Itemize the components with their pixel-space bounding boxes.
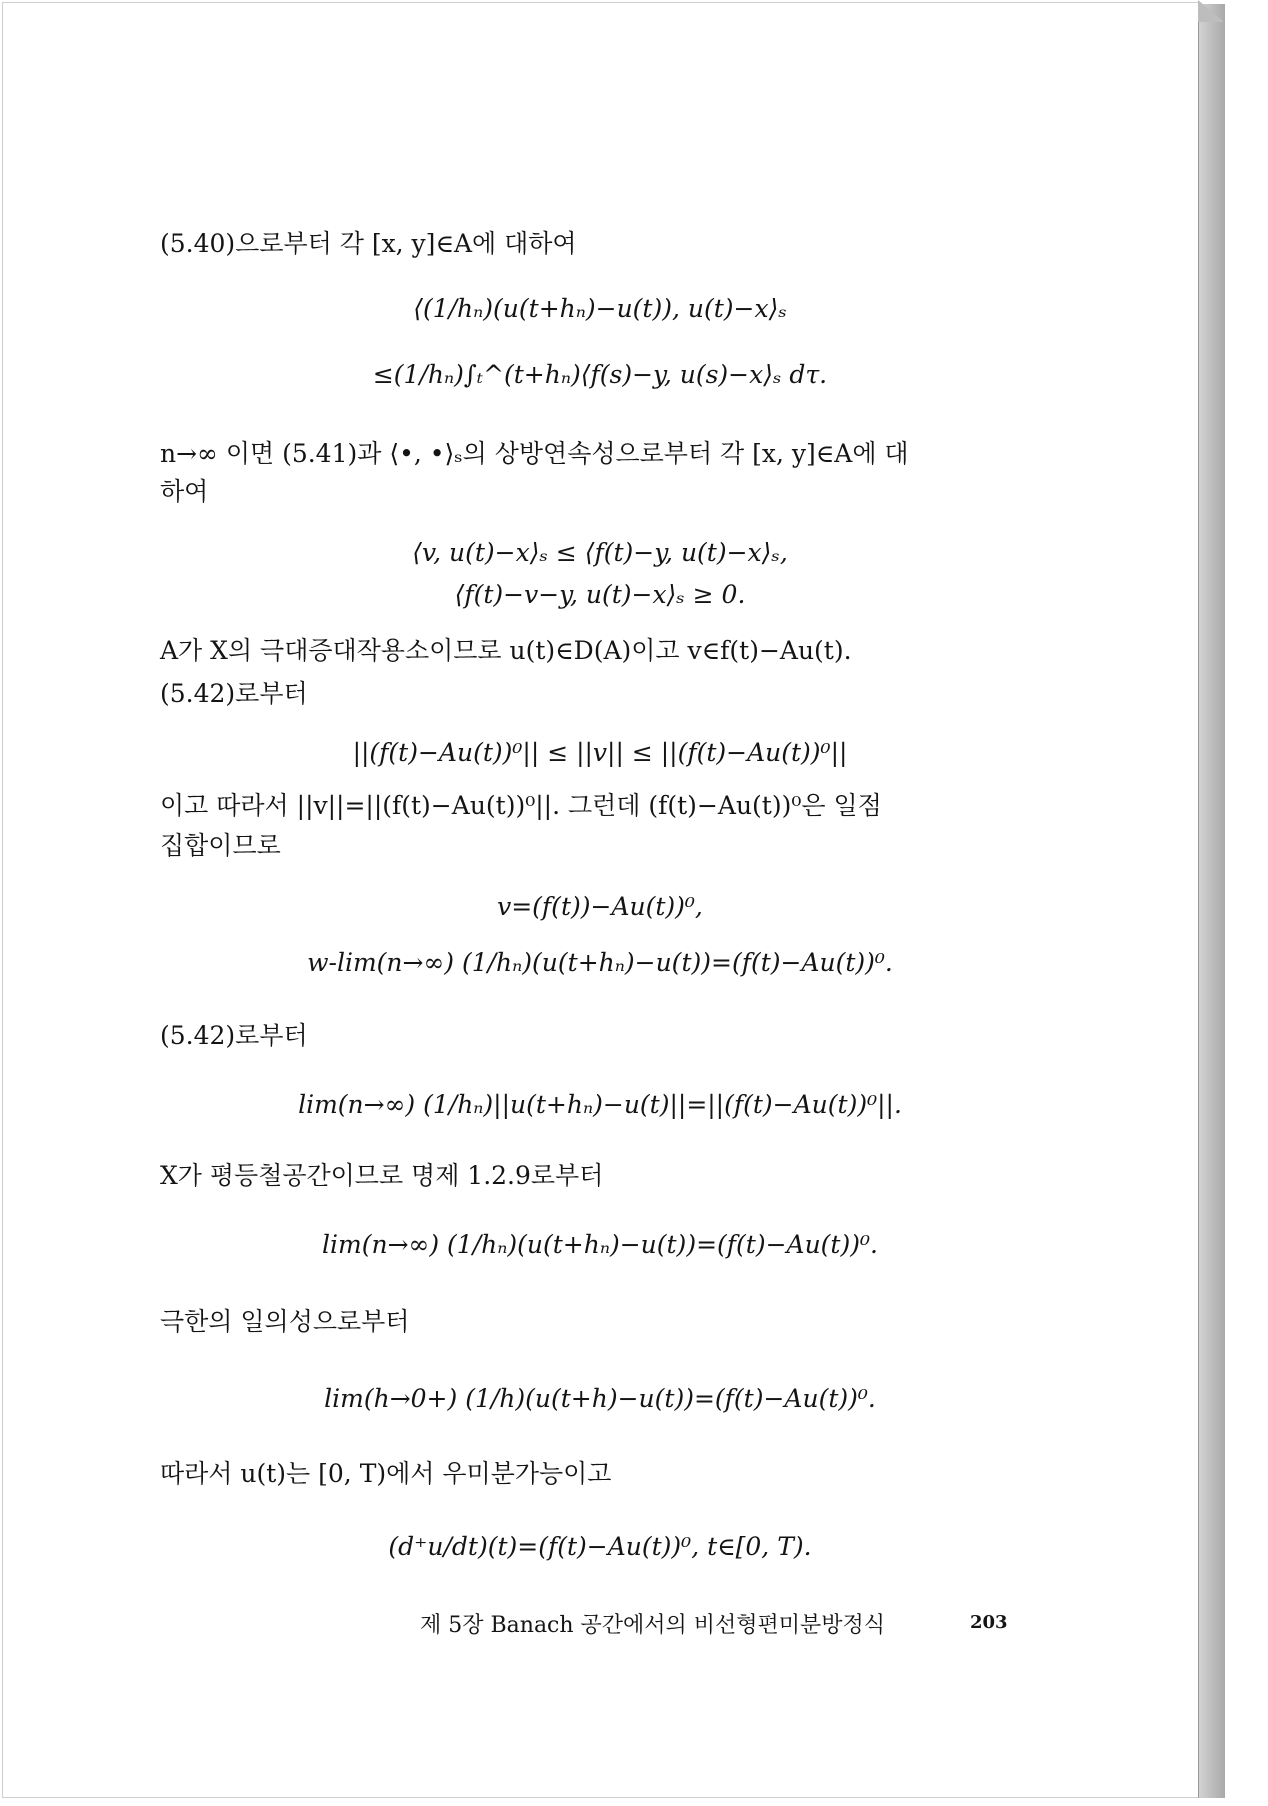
equation-2b: ⟨f(t)−v−y, u(t)−x⟩ₛ ≥ 0.: [454, 580, 746, 609]
page-number: 203: [970, 1612, 1008, 1633]
page-footer-chapter: 제 5장 Banach 공간에서의 비선형편미분방정식: [420, 1613, 886, 1638]
line-7: 집합이므로: [160, 831, 281, 860]
line-9: X가 평등철공간이므로 명제 1.2.9로부터: [160, 1161, 604, 1190]
equation-2a: ⟨v, u(t)−x⟩ₛ ≤ ⟨f(t)−y, u(t)−x⟩ₛ,: [412, 538, 788, 567]
line-2: n→∞ 이면 (5.41)과 ⟨•, •⟩ₛ의 상방연속성으로부터 각 [x, y]∈A에 대: [160, 439, 909, 468]
equation-1a: ⟨(1/hₙ)(u(t+hₙ)−u(t)), u(t)−x⟩ₛ: [413, 294, 787, 323]
equation-5: lim(n→∞) (1/hₙ)||u(t+hₙ)−u(t)||=||(f(t)−Au(t))⁰||.: [298, 1090, 902, 1119]
equation-6: lim(n→∞) (1/hₙ)(u(t+hₙ)−u(t))=(f(t)−Au(t))⁰.: [322, 1230, 878, 1259]
equation-1b: ≤(1/hₙ)∫ₜ^(t+hₙ)⟨f(s)−y, u(s)−x⟩ₛ dτ.: [372, 360, 828, 389]
equation-4a: v=(f(t))−Au(t))⁰,: [497, 892, 703, 921]
line-8: (5.42)로부터: [160, 1021, 308, 1050]
line-4: A가 X의 극대증대작용소이므로 u(t)∈D(A)이고 v∈f(t)−Au(t).: [160, 636, 852, 665]
equation-4b: w-lim(n→∞) (1/hₙ)(u(t+hₙ)−u(t))=(f(t)−Au(t))⁰.: [307, 948, 893, 977]
equation-7: lim(h→0+) (1/h)(u(t+h)−u(t))=(f(t)−Au(t))⁰.: [324, 1384, 876, 1413]
line-11: 따라서 u(t)는 [0, T)에서 우미분가능이고: [160, 1459, 612, 1488]
line-10: 극한의 일의성으로부터: [160, 1307, 410, 1336]
page-corner: [1198, 0, 1224, 22]
line-5: (5.42)로부터: [160, 679, 308, 708]
equation-8: (d⁺u/dt)(t)=(f(t)−Au(t))⁰, t∈[0, T).: [388, 1532, 812, 1561]
page-edge-shadow: [1198, 4, 1225, 1798]
line-6: 이고 따라서 ||v||=||(f(t)−Au(t))⁰||. 그런데 (f(t)−Au(t))⁰은 일점: [160, 791, 882, 820]
equation-3: ||(f(t)−Au(t))⁰|| ≤ ||v|| ≤ ||(f(t)−Au(t))⁰||: [352, 738, 848, 767]
line-3: 하여: [160, 477, 209, 506]
line-1: (5.40)으로부터 각 [x, y]∈A에 대하여: [160, 229, 577, 258]
